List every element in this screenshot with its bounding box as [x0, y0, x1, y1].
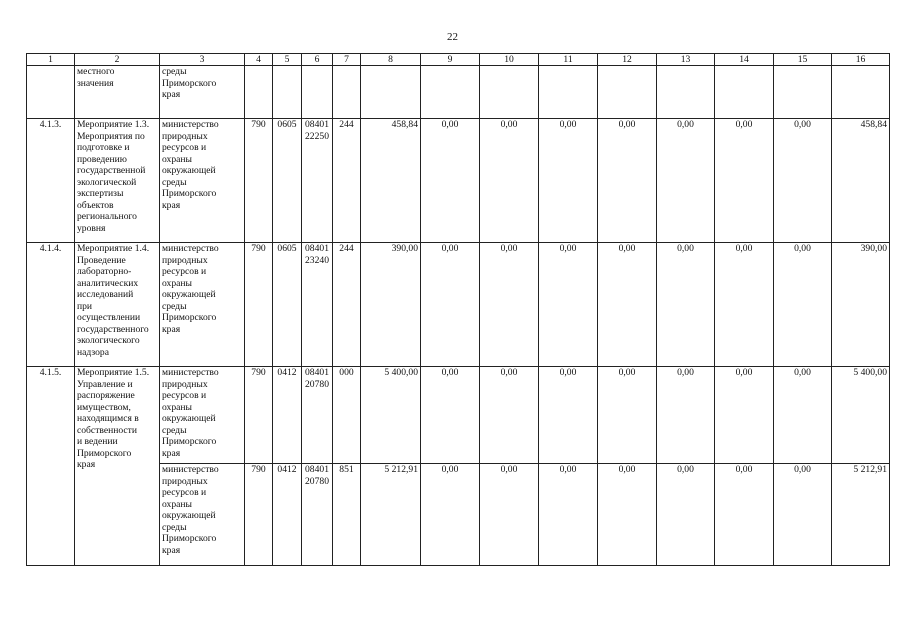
activity-name-cell: местного значения — [75, 66, 160, 119]
expense-type-cell: 000 — [333, 367, 361, 464]
table-cell — [361, 66, 421, 119]
activity-name-cell: Мероприятие 1.4. Проведение лабораторно- аналитических исследований при осуществлении государственного экологического надзора — [75, 243, 160, 367]
row-number-cell: 4.1.4. — [27, 243, 75, 367]
responsible-cell: министерство природных ресурсов и охраны окружающей среды Приморского края — [160, 367, 245, 464]
column-header: 15 — [774, 54, 832, 66]
total-amount-cell: 390,00 — [832, 243, 890, 367]
section-code-cell: 0412 — [273, 464, 302, 566]
amount-cell: 458,84 — [361, 119, 421, 243]
expense-type-cell: 244 — [333, 243, 361, 367]
column-header: 16 — [832, 54, 890, 66]
table-row — [27, 367, 890, 464]
responsible-cell: среды Приморского края — [160, 66, 245, 119]
responsible-cell: министерство природных ресурсов и охраны окружающей среды Приморского края — [160, 243, 245, 367]
amount-cell: 0,00 — [480, 119, 539, 243]
column-header: 9 — [421, 54, 480, 66]
section-code-cell: 0605 — [273, 119, 302, 243]
expense-type-cell: 851 — [333, 464, 361, 566]
amount-cell: 0,00 — [539, 243, 598, 367]
amount-cell: 0,00 — [539, 464, 598, 566]
column-header: 3 — [160, 54, 245, 66]
amount-cell: 0,00 — [774, 464, 832, 566]
target-code-cell: 08401 20780 — [302, 464, 333, 566]
amount-cell: 0,00 — [598, 243, 657, 367]
expense-type-cell: 244 — [333, 119, 361, 243]
amount-cell: 0,00 — [539, 119, 598, 243]
column-header: 1 — [27, 54, 75, 66]
target-code-cell: 08401 22250 — [302, 119, 333, 243]
amount-cell: 0,00 — [715, 243, 774, 367]
activity-name-cell: Мероприятие 1.5. Управление и распоряжение имуществом, находящимся в собственности и ведении Приморского края — [75, 367, 160, 566]
table-cell — [302, 66, 333, 119]
row-number-cell: 4.1.5. — [27, 367, 75, 566]
amount-cell: 0,00 — [480, 243, 539, 367]
amount-cell: 0,00 — [657, 243, 715, 367]
amount-cell: 0,00 — [715, 464, 774, 566]
amount-cell: 0,00 — [598, 464, 657, 566]
target-code-cell: 08401 20780 — [302, 367, 333, 464]
amount-cell: 0,00 — [421, 119, 480, 243]
grbs-code-cell: 790 — [245, 119, 273, 243]
table-cell — [598, 66, 657, 119]
grbs-code-cell: 790 — [245, 464, 273, 566]
column-header: 14 — [715, 54, 774, 66]
table-cell — [657, 66, 715, 119]
table-cell — [245, 66, 273, 119]
page-number: 22 — [447, 31, 458, 43]
responsible-cell: министерство природных ресурсов и охраны окружающей среды Приморского края — [160, 464, 245, 566]
table-cell — [832, 66, 890, 119]
table-cell — [421, 66, 480, 119]
table-cell — [774, 66, 832, 119]
budget-table — [26, 53, 890, 566]
activity-name-cell: Мероприятие 1.3. Мероприятия по подготовке и проведению государственной экологической экспертизы объектов регионального уровня — [75, 119, 160, 243]
table-cell — [273, 66, 302, 119]
amount-cell: 0,00 — [657, 464, 715, 566]
column-header: 4 — [245, 54, 273, 66]
table-row — [27, 243, 890, 367]
grbs-code-cell: 790 — [245, 367, 273, 464]
row-number-cell: 4.1.3. — [27, 119, 75, 243]
amount-cell: 5 212,91 — [361, 464, 421, 566]
amount-cell: 0,00 — [480, 367, 539, 464]
responsible-cell: министерство природных ресурсов и охраны окружающей среды Приморского края — [160, 119, 245, 243]
target-code-cell: 08401 23240 — [302, 243, 333, 367]
amount-cell: 0,00 — [657, 119, 715, 243]
column-header: 11 — [539, 54, 598, 66]
table-cell — [480, 66, 539, 119]
table-cell — [539, 66, 598, 119]
amount-cell: 0,00 — [421, 367, 480, 464]
total-amount-cell: 458,84 — [832, 119, 890, 243]
column-header: 12 — [598, 54, 657, 66]
grbs-code-cell: 790 — [245, 243, 273, 367]
amount-cell: 0,00 — [774, 119, 832, 243]
table-cell — [715, 66, 774, 119]
amount-cell: 0,00 — [715, 367, 774, 464]
amount-cell: 0,00 — [774, 367, 832, 464]
amount-cell: 0,00 — [421, 464, 480, 566]
amount-cell: 0,00 — [539, 367, 598, 464]
row-number-cell — [27, 66, 75, 119]
column-header: 8 — [361, 54, 421, 66]
section-code-cell: 0412 — [273, 367, 302, 464]
column-header: 7 — [333, 54, 361, 66]
amount-cell: 0,00 — [715, 119, 774, 243]
amount-cell: 0,00 — [480, 464, 539, 566]
amount-cell: 0,00 — [421, 243, 480, 367]
column-header: 6 — [302, 54, 333, 66]
column-header: 10 — [480, 54, 539, 66]
column-header: 5 — [273, 54, 302, 66]
amount-cell: 0,00 — [774, 243, 832, 367]
column-header: 13 — [657, 54, 715, 66]
amount-cell: 390,00 — [361, 243, 421, 367]
amount-cell: 0,00 — [598, 119, 657, 243]
section-code-cell: 0605 — [273, 243, 302, 367]
table-row — [27, 119, 890, 243]
amount-cell: 5 400,00 — [361, 367, 421, 464]
amount-cell: 0,00 — [657, 367, 715, 464]
table-cell — [333, 66, 361, 119]
total-amount-cell: 5 400,00 — [832, 367, 890, 464]
header-row — [27, 54, 890, 66]
total-amount-cell: 5 212,91 — [832, 464, 890, 566]
column-header: 2 — [75, 54, 160, 66]
table-row — [27, 66, 890, 119]
amount-cell: 0,00 — [598, 367, 657, 464]
